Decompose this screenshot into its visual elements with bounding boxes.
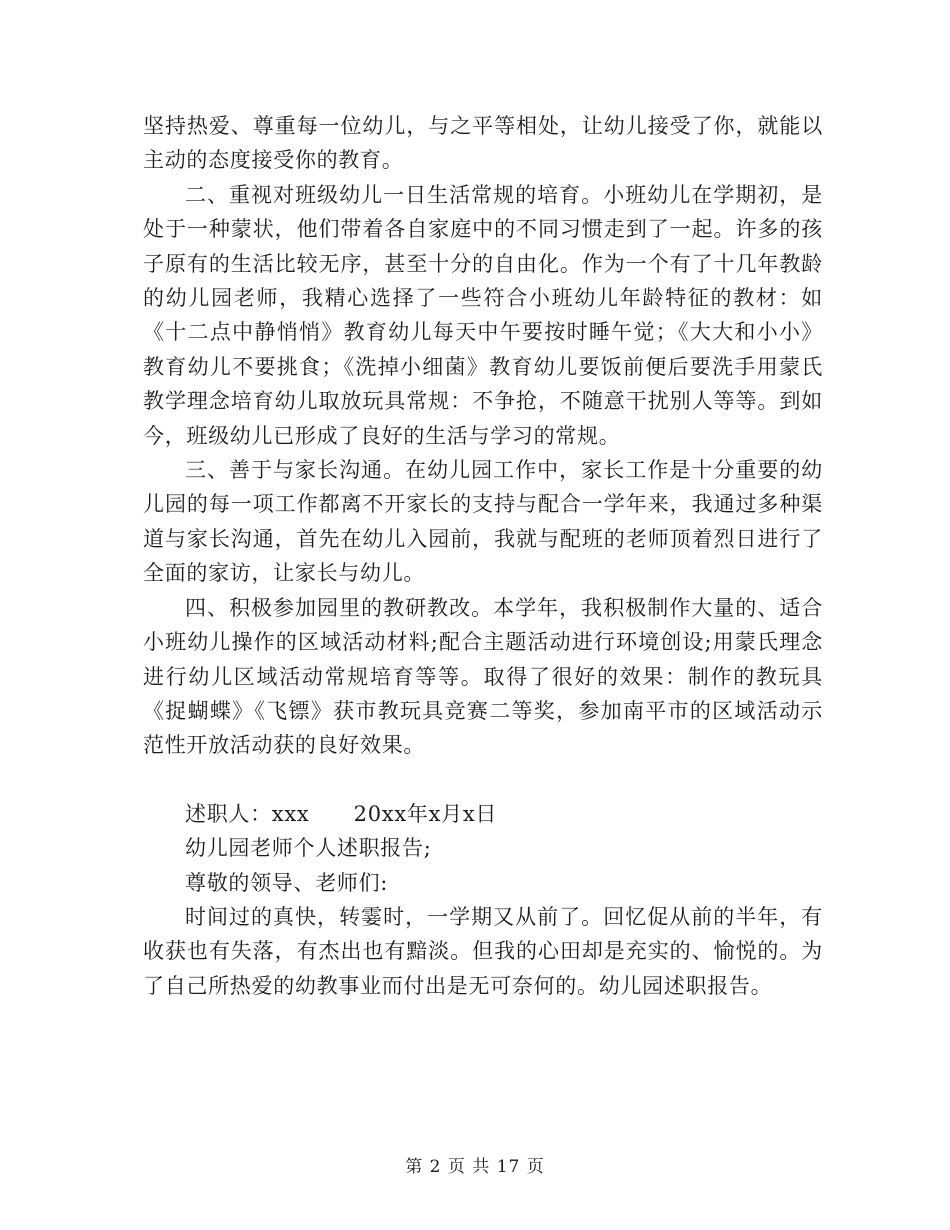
document-body [143,109,823,1003]
paragraph-point-2: 二、重视对班级幼儿一日生活常规的培育。小班幼儿在学期初，是处于一种蒙状，他们带着各自家庭中的不同习惯走到了一起。许多的孩子原有的生活比较无序，甚至十分的自由化。作为一个有了十几年教龄的幼儿园老师，我精心选择了一些符合小班幼儿年龄特征的教材：如《十二点中静悄悄》教育幼儿每天中午要按时睡午觉；《大大和小小》教育幼儿不要挑食；《洗掉小细菌》教育幼儿要饭前便后要洗手用蒙氏教学理念培育幼儿取放玩具常规：不争抢，不随意干扰别人等等。到如今，班级幼儿已形成了良好的生活与学习的常规。 [143,182,823,448]
paragraph-closing: 时间过的真快，转霎时，一学期又从前了。回忆促从前的半年，有收获也有失落，有杰出也有黯淡。但我的心田却是充实的、愉悦的。为了自己所热爱的幼教事业而付出是无可奈何的。幼儿园述职报告。 [143,904,823,998]
paragraph-point-3: 三、善于与家长沟通。在幼儿园工作中，家长工作是十分重要的幼儿园的每一项工作都离不开家长的支持与配合一学年来，我通过多种渠道与家长沟通，首先在幼儿入园前，我就与配班的老师顶着烈日进行了全面的家访，让家长与幼儿。 [143,458,823,586]
paragraph-point-4: 四、积极参加园里的教研教改。本学年，我积极制作大量的、适合小班幼儿操作的区域活动材料;配合主题活动进行环境创设;用蒙氏理念进行幼儿区域活动常规培育等等。取得了很好的效果：制作的教玩具《捉蝴蝶》《飞镖》获市教玩具竞赛二等奖，参加南平市的区域活动示范性开放活动获的良好效果。 [143,595,823,758]
page-number-footer: 第 2 页 共 17 页 [405,1157,545,1177]
report-title: 幼儿园老师个人述职报告; [185,836,432,861]
salutation: 尊敬的领导、老师们: [185,870,389,895]
signature-line: 述职人：xxx 20xx年x月x日 [185,801,498,826]
paragraph-continuation: 坚持热爱、尊重每一位幼儿，与之平等相处，让幼儿接受了你，就能以主动的态度接受你的教育。 [143,114,823,173]
